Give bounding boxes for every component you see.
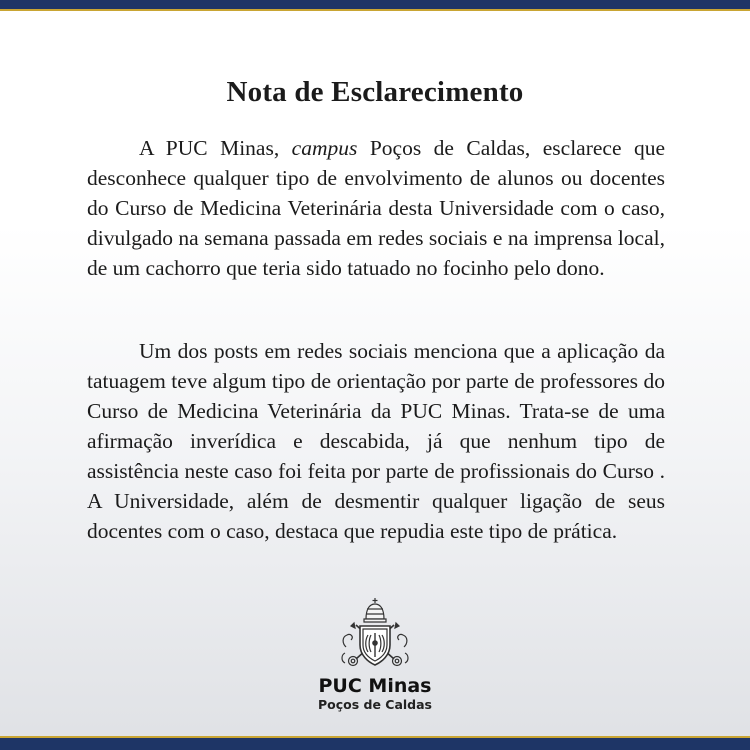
bottom-gold-stripe: [0, 736, 750, 738]
paragraph-1-start: A PUC Minas,: [139, 136, 292, 160]
top-border-bar: [0, 0, 750, 11]
paragraph-2: Um dos posts em redes sociais menciona que a aplicação da tatuagem teve algum tipo de orientação por parte de professores do Curso de Medicina Veterinária da PUC Minas. Trata-se de uma afirmação inverídica e descabida, já que nenhum tipo de assistência neste caso foi feita por parte de profissionais do Curso . A Universidade, além de desmentir qualquer ligação de seus docentes com o caso, destaca que repudia este tipo de prática.: [87, 339, 665, 543]
top-gold-stripe: [0, 9, 750, 11]
bottom-border-bar: [0, 736, 750, 750]
paragraph-1-rest: Poços de Caldas, esclarece que desconhece qualquer tipo de envolvimento de alunos ou docentes do Curso de Medicina Veterinária desta Universidade com o caso, divulgado na semana passada em redes sociais e na imprensa local, de um cachorro que teria sido tatuado no focinho pelo dono.: [87, 136, 665, 280]
puc-crest-icon: [332, 595, 418, 671]
campus-italic: campus: [291, 136, 358, 160]
puc-minas-logo: [300, 595, 450, 713]
page-title: Nota de Esclarecimento: [226, 76, 524, 108]
logo-name: PUC Minas: [318, 675, 432, 697]
paragraph-1: [87, 133, 665, 283]
logo-subtitle: Poços de Caldas: [317, 697, 433, 712]
